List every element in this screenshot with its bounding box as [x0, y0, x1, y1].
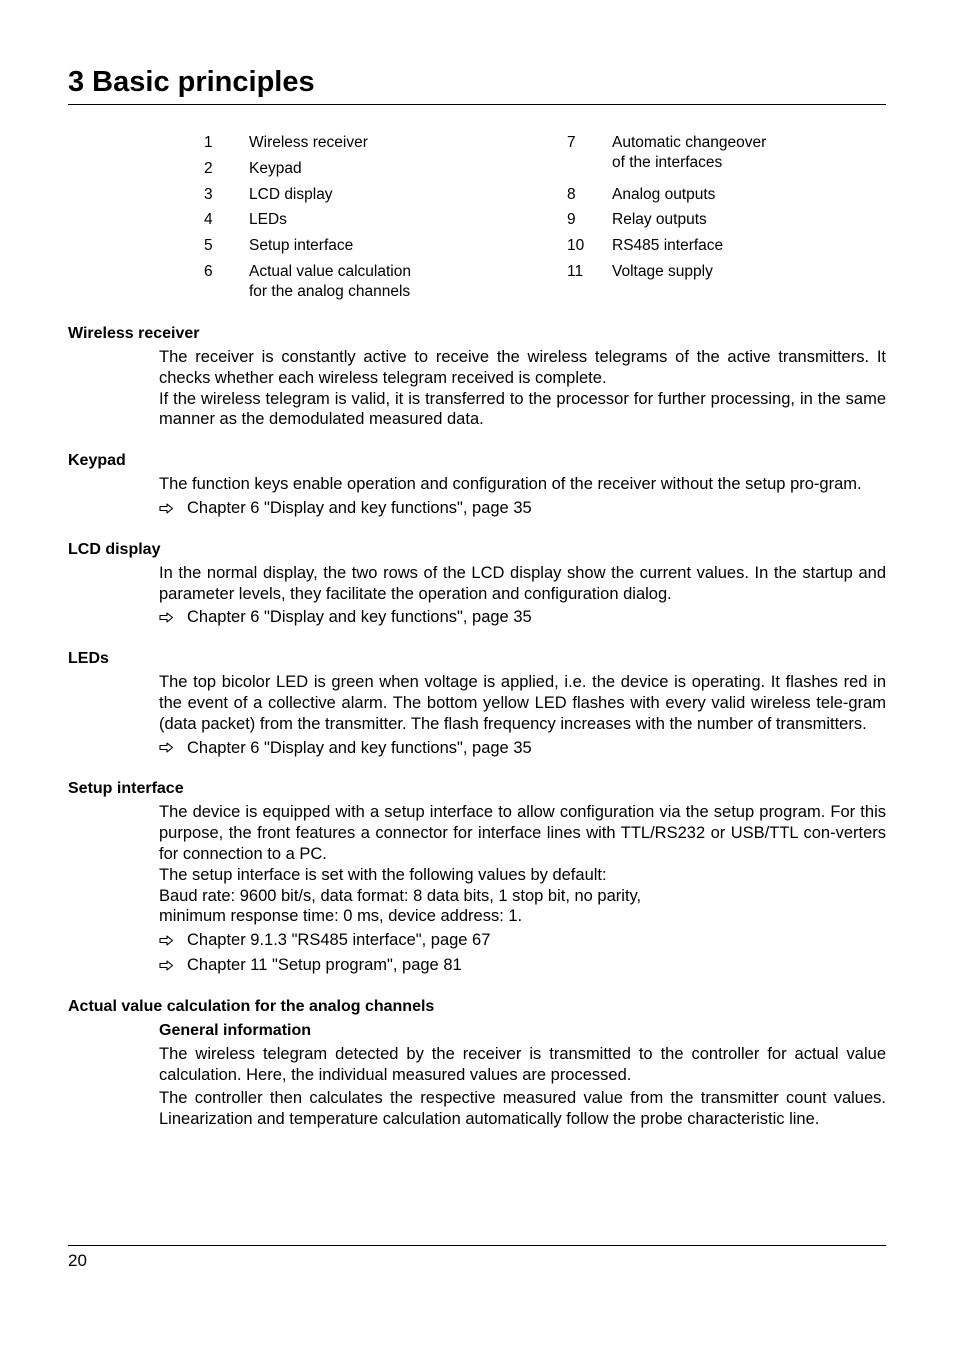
arrow-right-icon — [159, 607, 187, 628]
legend-label: Setup interface — [249, 237, 354, 254]
section-heading: Wireless receiver — [68, 325, 200, 342]
cross-reference-text: Chapter 6 "Display and key functions", page 35 — [187, 608, 532, 627]
cross-reference-text: Chapter 11 "Setup program", page 81 — [187, 955, 462, 974]
paragraph: The function keys enable operation and configuration of the receiver without the setup pro-gram. — [159, 475, 862, 494]
cross-reference-text: Chapter 6 "Display and key functions", page 35 — [187, 498, 532, 517]
legend-number: 10 — [567, 237, 585, 254]
paragraph: The receiver is constantly active to receive the wireless telegrams of the active transmitters. It checks whether each wireless telegram received is complete. — [159, 348, 886, 387]
chapter-title: 3 Basic principles — [68, 66, 315, 98]
legend-item — [204, 159, 534, 179]
legend-label: Voltage supply — [612, 263, 713, 280]
paragraph: The controller then calculates the respective measured value from the transmitter count values. Linearization and temperature calculation automatically follow the probe characteristic line. — [159, 1089, 886, 1129]
legend-left — [204, 133, 534, 302]
legend-item — [567, 262, 887, 282]
cross-reference-text: Chapter 6 "Display and key functions", page 35 — [187, 738, 532, 757]
legend-item — [204, 133, 534, 153]
section-keypad — [68, 450, 886, 519]
legend-right — [567, 133, 887, 282]
paragraph: The setup interface is set with the following values by default: — [159, 865, 607, 884]
legend-number: 9 — [567, 211, 576, 228]
legend-item — [204, 210, 534, 230]
legend-item — [567, 133, 887, 173]
legend-number: 1 — [204, 134, 213, 151]
legend-label: LCD display — [249, 186, 333, 203]
legend-label: Wireless receiver — [249, 134, 368, 151]
section-lcd-display — [68, 539, 886, 628]
legend-item — [567, 185, 887, 205]
legend-label: LEDs — [249, 211, 287, 228]
arrow-right-icon — [159, 738, 187, 759]
paragraph: If the wireless telegram is valid, it is transferred to the processor for further processing, in the same manner as the demodulated measured data. — [159, 389, 886, 429]
section-heading: Actual value calculation for the analog channels — [68, 997, 435, 1015]
legend-number: 2 — [204, 160, 213, 177]
cross-reference[interactable] — [159, 498, 886, 519]
section-heading: Keypad — [68, 452, 126, 470]
legend-number: 8 — [567, 186, 576, 203]
arrow-right-icon — [159, 930, 187, 951]
section-setup-interface — [68, 778, 886, 975]
legend-item — [204, 185, 534, 205]
legend-number: 6 — [204, 263, 213, 280]
paragraph: The wireless telegram detected by the receiver is transmitted to the controller for actual value calculation. Here, the individual measured values are processed. — [159, 1044, 886, 1084]
legend-item — [204, 236, 534, 256]
section-heading: LCD display — [68, 540, 161, 558]
section-heading: LEDs — [68, 650, 109, 668]
legend-label: RS485 interface — [612, 237, 724, 254]
paragraph: The device is equipped with a setup interface to allow configuration via the setup program. For this purpose, the front features a connector for interface lines with TTL/RS232 or USB/TTL con-verters for connection to a PC. — [159, 803, 886, 863]
legend-number: 4 — [204, 211, 213, 228]
section-actual-value-calculation — [68, 996, 886, 1130]
legend-label: Relay outputs — [612, 211, 707, 228]
cross-reference-text: Chapter 9.1.3 "RS485 interface", page 67 — [187, 931, 491, 950]
legend-item — [204, 262, 534, 302]
page-number: 20 — [68, 1251, 87, 1270]
page-content — [68, 323, 886, 1150]
cross-reference[interactable] — [159, 930, 886, 951]
section-wireless-receiver — [68, 323, 886, 430]
legend-number: 7 — [567, 134, 576, 151]
cross-reference[interactable] — [159, 738, 886, 759]
section-leds — [68, 648, 886, 758]
legend-label: Actual value calculation for the analog channels — [249, 263, 411, 300]
legend-label: Keypad — [249, 160, 302, 177]
paragraph: The top bicolor LED is green when voltage is applied, i.e. the device is operating. It flashes red in the event of a collective alarm. The bottom yellow LED flashes with every valid wireless tele-gram (data packet) from the transmitter. The flash frequency increases with the number of transmitters. — [159, 673, 886, 733]
header-rule — [68, 104, 886, 105]
section-heading: Setup interface — [68, 780, 184, 798]
paragraph: In the normal display, the two rows of the LCD display show the current values. In the startup and parameter levels, they facilitate the operation and configuration dialog. — [159, 563, 886, 603]
legend-label: Analog outputs — [612, 186, 716, 203]
sub-heading: General information — [159, 1021, 312, 1039]
legend-item — [567, 236, 887, 256]
legend-label: Automatic changeover of the interfaces — [612, 134, 767, 171]
arrow-right-icon — [159, 955, 187, 976]
footer-rule — [68, 1245, 886, 1246]
legend-number: 11 — [567, 263, 584, 280]
legend-number: 5 — [204, 237, 213, 254]
paragraph: minimum response time: 0 ms, device address: 1. — [159, 907, 523, 926]
cross-reference[interactable] — [159, 607, 886, 628]
paragraph: Baud rate: 9600 bit/s, data format: 8 data bits, 1 stop bit, no parity, — [159, 886, 642, 905]
legend-item — [567, 210, 887, 230]
cross-reference[interactable] — [159, 955, 886, 976]
arrow-right-icon — [159, 498, 187, 519]
legend-number: 3 — [204, 186, 213, 203]
